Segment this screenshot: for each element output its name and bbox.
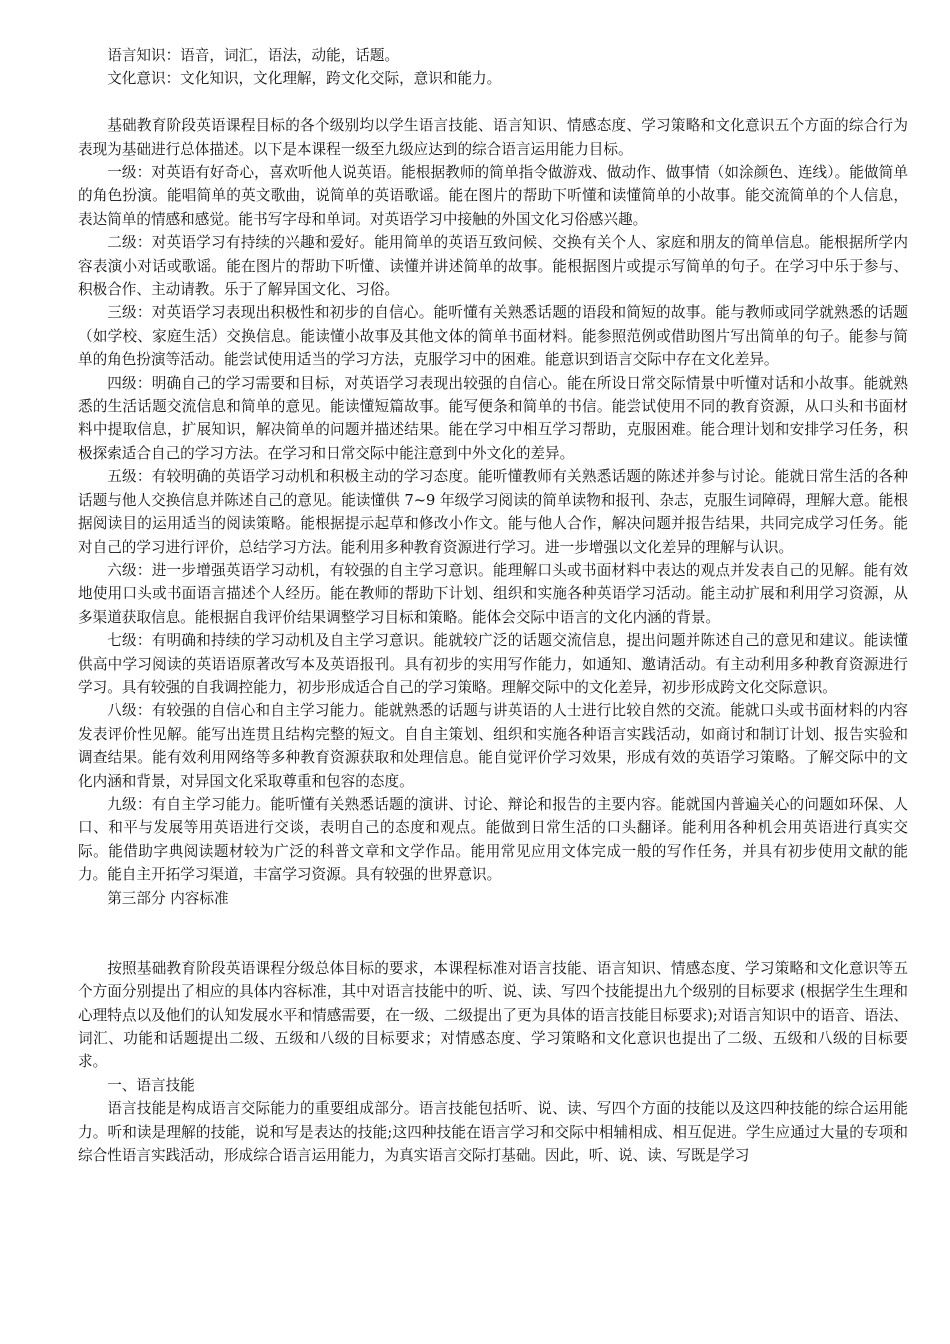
- header-line-cultural-awareness: 文化意识：文化知识，文化理解，跨文化交际，意识和能力。: [107, 70, 502, 88]
- blank-line: [78, 910, 908, 933]
- level-7-paragraph: 七级：有明确和持续的学习动机及自主学习意识。能就较广泛的话题交流信息，提出问题并陈述自己的意见和建议。能读懂供高中学习阅读的英语语原著改写本及英语报刊。具有初步的实用写作能力，如通知、邀请活动。有主动利用多种教育资源进行学习。具有较强的自我调控能力，初步形成适合自己的学习策略。理解交际中的文化差异，初步形成跨文化交际意识。: [78, 632, 908, 696]
- part3-heading: 第三部分 内容标准: [107, 889, 229, 907]
- section1-paragraph: 语言技能是构成语言交际能力的重要组成部分。语言技能包括听、说、读、写四个方面的技能以及这四种技能的综合运用能力。听和读是理解的技能，说和写是表达的技能;这四种技能在语言学习和交际中相辅相成、相互促进。学生应通过大量的专项和综合性语言实践活动，形成综合语言运用能力，为真实语言交际打基础。因此，听、说、读、写既是学习: [78, 1100, 908, 1165]
- header-line-language-knowledge: 语言知识：语音，词汇，语法，动能，话题。: [107, 47, 400, 64]
- document-page: [78, 44, 908, 1167]
- part3-intro-paragraph: 按照基础教育阶段英语课程分级总体目标的要求，本课程标准对语言技能、语言知识、情感态度、学习策略和文化意识等五个方面分别提出了相应的具体内容标准，其中对语言技能中的听、说、读、写四个技能提出九个级别的目标要求 (根据学生生理和心理特点以及他们的认知发展水平和情感需要，在一级、二级提出了更为具体的语言技能目标要求);对语言知识中的语音、语法、词汇、功能和话题提出二级、五级和八级的目标要求；对情感态度、学习策略和文化意识也提出了二级、五级和八级的目标要求。: [78, 959, 908, 1071]
- level-1-paragraph: 一级：对英语有好奇心，喜欢听他人说英语。能根据教师的简单指令做游戏、做动作、做事情（如涂颜色、连线）。能做简单的角色扮演。能唱简单的英文歌曲，说简单的英语歌谣。能在图片的帮助下听懂和读懂简单的小故事。能交流简单的个人信息，表达简单的情感和感觉。能书写字母和单词。对英语学习中接触的外国文化习俗感兴趣。: [78, 164, 908, 228]
- level-6-paragraph: 六级：进一步增强英语学习动机，有较强的自主学习意识。能理解口头或书面材料中表达的观点并发表自己的见解。能有效地使用口头或书面语言描述个人经历。能在教师的帮助下计划、组织和实施各种英语学习活动。能主动扩展和利用学习资源，从多渠道获取信息。能根据自我评价结果调整学习目标和策略。能体会交际中语言的文化内涵的背景。: [78, 561, 908, 626]
- blank-line: [78, 91, 908, 114]
- intro-paragraph: 基础教育阶段英语课程目标的各个级别均以学生语言技能、语言知识、情感态度、学习策略和文化意识五个方面的综合行为表现为基础进行总体描述。以下是本课程一级至九级应达到的综合语言运用能力目标。: [78, 117, 908, 158]
- level-4-paragraph: 四级：明确自己的学习需要和目标，对英语学习表现出较强的自信心。能在所设日常交际情景中听懂对话和小故事。能就熟悉的生活话题交流信息和简单的意见。能读懂短篇故事。能写便条和简单的书信。能尝试使用不同的教育资源，从口头和书面材料中提取信息，扩展知识，解决简单的问题并描述结果。能在学习中相互学习帮助，克服困难。能合理计划和安排学习任务，积极探索适合自己的学习方法。在学习和日常交际中能注意到中外文化的差异。: [78, 374, 908, 462]
- level-8-paragraph: 八级：有较强的自信心和自主学习能力。能就熟悉的话题与讲英语的人士进行比较自然的交流。能就口头或书面材料的内容发表评价性见解。能写出连贯且结构完整的短文。自自主策划、组织和实施各种语言实践活动，如商讨和制订计划、报告实验和调查结果。能有效利用网络等多种教育资源获取和处理信息。能自觉评价学习效果，形成有效的英语学习策略。了解交际中的文化内涵和背景，对异国文化采取尊重和包容的态度。: [78, 702, 908, 790]
- level-9-paragraph: 九级：有自主学习能力。能听懂有关熟悉话题的演讲、讨论、辩论和报告的主要内容。能就国内普遍关心的问题如环保、人口、和平与发展等用英语进行交谈，表明自己的态度和观点。能做到日常生活的口头翻译。能利用各种机会用英语进行真实交际。能借助字典阅读题材较为广泛的科普文章和文学作品。能用常见应用文体完成一般的写作任务，并具有初步使用文献的能力。能自主开拓学习渠道，丰富学习资源。具有较强的世界意识。: [78, 795, 908, 884]
- level-3-paragraph: 三级：对英语学习表现出积极性和初步的自信心。能听懂有关熟悉话题的语段和简短的故事。能与教师或同学就熟悉的话题（如学校、家庭生活）交换信息。能读懂小故事及其他文体的简单书面材料。能参照范例或借助图片写出简单的句子。能参与简单的角色扮演等活动。能尝试使用适当的学习方法，克服学习中的困难。能意识到语言交际中存在文化差异。: [78, 304, 908, 369]
- blank-line: [78, 933, 908, 956]
- level-5-paragraph: 五级：有较明确的英语学习动机和积极主动的学习态度。能听懂教师有关熟悉话题的陈述并参与讨论。能就日常生活的各种话题与他人交换信息并陈述自己的意见。能读懂供 7~9 年级学习阅读的简单读物和报刊、杂志，克服生词障碍，理解大意。能根据阅读目的运用适当的阅读策略。能根据提示起草和修改小作文。能与他人合作，解决问题并报告结果，共同完成学习任务。能对自己的学习进行评价，总结学习方法。能利用多种教育资源进行学习。进一步增强以文化差异的理解与认识。: [78, 468, 908, 556]
- section1-heading: 一、语言技能: [107, 1076, 195, 1094]
- level-2-paragraph: 二级：对英语学习有持续的兴趣和爱好。能用简单的英语互致问候、交换有关个人、家庭和朋友的简单信息。能根据所学内容表演小对话或歌谣。能在图片的帮助下听懂、读懂并讲述简单的故事。能根据图片或提示写简单的句子。在学习中乐于参与、积极合作、主动请教。乐于了解异国文化、习俗。: [78, 234, 908, 299]
